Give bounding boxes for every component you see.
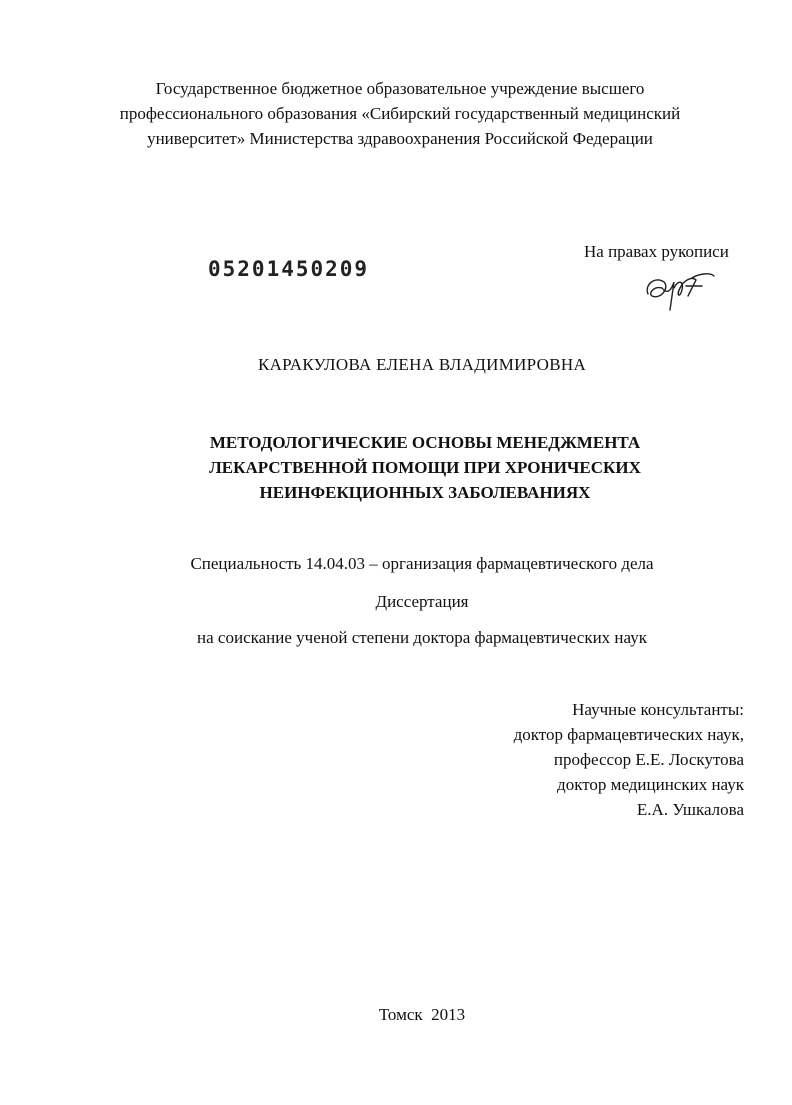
advisor-line: доктор медицинских наук — [557, 775, 744, 794]
title-line: МЕТОДОЛОГИЧЕСКИЕ ОСНОВЫ МЕНЕДЖМЕНТА — [209, 433, 641, 452]
institution-line: Государственное бюджетное образовательное учреждение высшего — [155, 79, 645, 98]
institution-block — [90, 76, 710, 151]
author-name: КАРАКУЛОВА ЕЛЕНА ВЛАДИМИРОВНА — [257, 355, 587, 374]
advisors-heading: Научные консультанты: — [572, 700, 744, 719]
institution-line: профессионального образования «Сибирский государственный медицинский — [119, 104, 681, 123]
city-and-year: Томск 2013 — [378, 1005, 466, 1024]
manuscript-rights-note: На правах рукописи — [584, 242, 729, 261]
specialty-line: Специальность 14.04.03 – организация фармацевтического дела — [190, 554, 654, 573]
advisor-line: Е.А. Ушкалова — [636, 800, 744, 819]
dissertation-title — [100, 430, 750, 505]
registration-number: 05201450209 — [208, 257, 370, 281]
document-type: Диссертация — [375, 592, 469, 611]
title-line: НЕИНФЕКЦИОННЫХ ЗАБОЛЕВАНИЯХ — [259, 483, 591, 502]
handwritten-signature — [642, 266, 722, 314]
advisor-line: доктор фармацевтических наук, — [513, 725, 744, 744]
institution-line: университет» Министерства здравоохранения Российской Федерации — [147, 129, 653, 148]
scientific-advisors — [514, 697, 744, 822]
title-line: ЛЕКАРСТВЕННОЙ ПОМОЩИ ПРИ ХРОНИЧЕСКИХ — [209, 458, 641, 477]
degree-line: на соискание ученой степени доктора фармацевтических наук — [197, 628, 647, 647]
advisor-line: профессор Е.Е. Лоскутова — [553, 750, 744, 769]
